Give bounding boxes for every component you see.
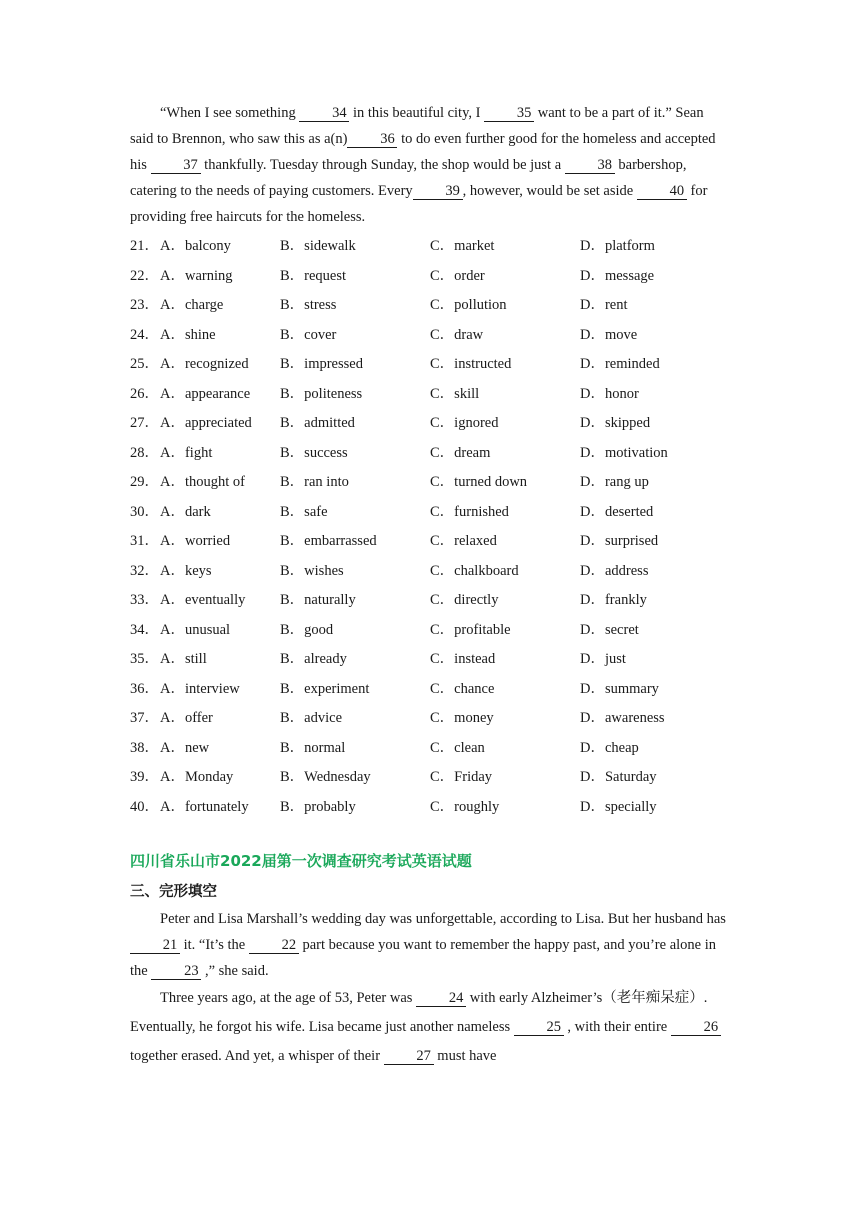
question-row (130, 380, 750, 410)
option-d: D．honor (580, 385, 639, 402)
option-b: B．ran into (280, 474, 349, 490)
option-b: B．already (280, 651, 347, 667)
question-row (130, 291, 750, 321)
question-row (130, 793, 750, 823)
blank-34: 34 (299, 105, 349, 122)
section-heading: 三、完形填空 (130, 884, 217, 900)
question-number: 35． (130, 651, 159, 667)
question-number: 34． (130, 621, 159, 638)
option-c: C．chance (430, 680, 495, 697)
question-number: 23． (130, 297, 159, 313)
question-number: 36． (130, 680, 159, 697)
question-number: 32． (130, 562, 159, 579)
option-c: C．draw (430, 326, 484, 343)
blank-25: 25 (514, 1019, 564, 1036)
blank-40: 40 (637, 183, 687, 200)
option-c: C．instead (430, 651, 496, 667)
blank-22: 22 (249, 937, 299, 954)
question-row (130, 321, 750, 351)
option-a: A．Monday (160, 769, 234, 785)
question-number: 33． (130, 592, 159, 608)
option-c: C．ignored (430, 415, 499, 431)
option-a: A．recognized (160, 356, 249, 372)
option-d: D．message (580, 267, 655, 284)
question-number: 39． (130, 769, 159, 785)
question-row (130, 439, 750, 469)
question-row (130, 232, 750, 262)
text: ,” she said. (201, 963, 269, 979)
text: with early Alzheimer’s（老年痴呆症）. Eventually, he forgot his wife. Lisa became just another nameless (130, 990, 708, 1035)
question-number: 24． (130, 326, 159, 343)
blank-35: 35 (484, 105, 534, 122)
question-row (130, 675, 750, 705)
option-a: A．unusual (160, 621, 231, 638)
text: barbershop, catering to the needs of paying customers. Every (130, 157, 687, 199)
option-a: A．charge (160, 297, 224, 313)
blank-24: 24 (416, 990, 466, 1007)
option-c: C．clean (430, 739, 485, 756)
option-d: D．summary (580, 680, 659, 697)
option-a: A．appearance (160, 385, 251, 402)
question-row (130, 350, 750, 380)
question-row (130, 734, 750, 764)
question-row (130, 468, 750, 498)
option-b: B．advice (280, 710, 343, 726)
option-b: B．cover (280, 326, 337, 343)
passage-bottom (130, 906, 730, 1071)
text: must have (433, 1048, 497, 1064)
option-c: C．pollution (430, 297, 507, 313)
option-a: A．eventually (160, 592, 246, 608)
option-a: A．offer (160, 710, 213, 726)
option-b: B．probably (280, 798, 356, 815)
text: it. “It’s the (180, 937, 249, 953)
blank-26: 26 (671, 1019, 721, 1036)
option-d: D．secret (580, 621, 639, 638)
option-b: B．stress (280, 297, 337, 313)
option-d: D．frankly (580, 592, 647, 608)
question-list (130, 232, 750, 822)
option-a: A．new (160, 739, 210, 756)
option-b: B．request (280, 267, 347, 284)
text: , with their entire (563, 1019, 671, 1035)
option-d: D．move (580, 326, 638, 343)
question-number: 40． (130, 798, 159, 815)
text: to do even further good for the homeless and accepted his (130, 131, 716, 173)
passage-top (130, 100, 730, 230)
question-number: 26． (130, 385, 159, 402)
option-d: D．platform (580, 238, 655, 254)
text: in this beautiful city, I (349, 105, 485, 121)
option-c: C．furnished (430, 503, 509, 520)
text: “When I see something (160, 105, 300, 121)
option-b: B．embarrassed (280, 533, 377, 549)
option-c: C．relaxed (430, 533, 497, 549)
text: Peter and Lisa Marshall’s wedding day was unforgettable, according to Lisa. But her husband has (160, 911, 726, 927)
paragraph (130, 100, 730, 230)
option-b: B．politeness (280, 385, 363, 402)
option-a: A．interview (160, 680, 240, 697)
question-row (130, 262, 750, 292)
option-d: D．skipped (580, 415, 651, 431)
option-d: D．cheap (580, 739, 639, 756)
question-row (130, 645, 750, 675)
option-c: C．profitable (430, 621, 511, 638)
option-b: B．naturally (280, 592, 356, 608)
question-number: 21． (130, 238, 159, 254)
blank-23: 23 (151, 963, 201, 980)
option-b: B．normal (280, 739, 346, 756)
option-a: A．appreciated (160, 415, 252, 431)
option-c: C．instructed (430, 356, 512, 372)
option-d: D．reminded (580, 356, 660, 372)
text: for providing free haircuts for the homeless. (130, 183, 708, 225)
option-a: A．keys (160, 562, 212, 579)
option-d: D．specially (580, 798, 657, 815)
text: Three years ago, at the age of 53, Peter was (160, 990, 417, 1006)
option-c: C．money (430, 710, 494, 726)
blank-21: 21 (130, 937, 180, 954)
option-d: D．just (580, 651, 626, 667)
paragraph (130, 984, 730, 1071)
blank-38: 38 (565, 157, 615, 174)
option-b: B．wishes (280, 562, 344, 579)
option-d: D．motivation (580, 444, 668, 461)
text: together erased. And yet, a whisper of their (130, 1048, 384, 1064)
option-a: A．dark (160, 503, 211, 520)
option-a: A．worried (160, 533, 231, 549)
option-c: C．turned down (430, 474, 528, 490)
option-c: C．order (430, 267, 485, 284)
option-c: C．roughly (430, 798, 500, 815)
option-a: A．fortunately (160, 798, 249, 815)
question-number: 25． (130, 356, 159, 372)
option-d: D．rang up (580, 474, 649, 490)
option-a: A．thought of (160, 474, 245, 490)
question-row (130, 616, 750, 646)
option-b: B．success (280, 444, 348, 461)
option-d: D．deserted (580, 503, 654, 520)
option-c: C．dream (430, 444, 491, 461)
question-row (130, 586, 750, 616)
text: want to be a part of it.” Sean said to Brennon, who saw this as a(n) (130, 105, 704, 147)
option-a: A．warning (160, 267, 233, 284)
text: , however, would be set aside (462, 183, 637, 199)
option-c: C．skill (430, 385, 480, 402)
option-d: D．rent (580, 297, 628, 313)
option-a: A．shine (160, 326, 216, 343)
question-number: 37． (130, 710, 159, 726)
option-d: D．Saturday (580, 769, 657, 785)
text: part because you want to remember the happy past, and you’re alone in the (130, 937, 717, 979)
option-b: B．sidewalk (280, 238, 356, 254)
question-number: 31． (130, 533, 159, 549)
option-d: D．surprised (580, 533, 659, 549)
text: thankfully. Tuesday through Sunday, the shop would be just a (200, 157, 565, 173)
option-a: A．balcony (160, 238, 231, 254)
blank-27: 27 (384, 1048, 434, 1065)
paragraph (130, 906, 730, 984)
question-row (130, 704, 750, 734)
option-d: D．address (580, 562, 649, 579)
option-c: C．market (430, 238, 495, 254)
option-c: C．Friday (430, 769, 493, 785)
blank-37: 37 (151, 157, 201, 174)
question-row (130, 763, 750, 793)
option-a: A．fight (160, 444, 213, 461)
option-b: B．admitted (280, 415, 355, 431)
option-b: B．good (280, 621, 334, 638)
question-row (130, 409, 750, 439)
option-d: D．awareness (580, 710, 665, 726)
question-number: 30． (130, 503, 159, 520)
option-b: B．impressed (280, 356, 363, 372)
option-c: C．directly (430, 592, 499, 608)
question-number: 27． (130, 415, 159, 431)
option-b: B．Wednesday (280, 769, 371, 785)
question-number: 29． (130, 474, 159, 490)
blank-39: 39 (413, 183, 463, 200)
question-number: 28． (130, 444, 159, 461)
question-row (130, 557, 750, 587)
option-c: C．chalkboard (430, 562, 519, 579)
blank-36: 36 (347, 131, 397, 148)
question-number: 22． (130, 267, 159, 284)
question-number: 38． (130, 739, 159, 756)
option-a: A．still (160, 651, 207, 667)
option-b: B．experiment (280, 680, 370, 697)
question-row (130, 498, 750, 528)
question-row (130, 527, 750, 557)
option-b: B．safe (280, 503, 328, 520)
exam-title: 四川省乐山市2022届第一次调查研究考试英语试题 (130, 852, 472, 870)
